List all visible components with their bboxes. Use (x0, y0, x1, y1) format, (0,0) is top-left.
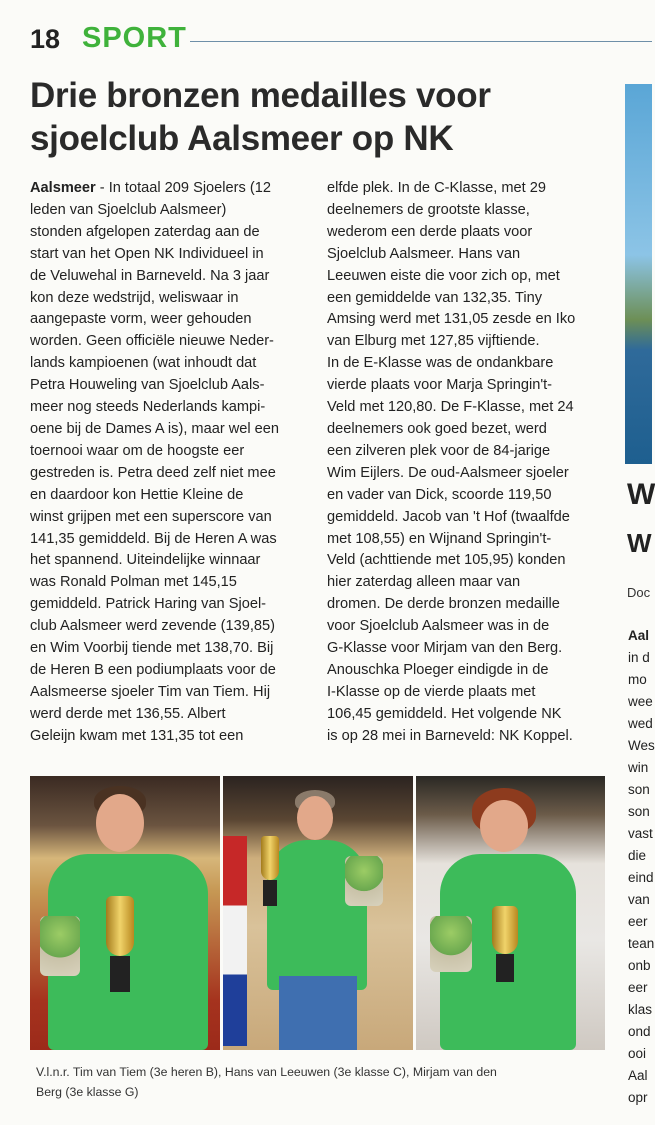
adjacent-line: eind (628, 870, 654, 885)
adjacent-line: wee (628, 694, 653, 709)
column-line: I-Klasse op de vierde plaats met (327, 683, 536, 700)
column-line: 141,35 gemiddeld. Bij de Heren A was (30, 530, 277, 547)
article-headline (30, 74, 610, 160)
column-line: de Veluwehal in Barneveld. Na 3 jaar (30, 267, 270, 284)
adjacent-byline: Doc (627, 585, 651, 600)
headline-line-2: sjoelclub Aalsmeer op NK (30, 119, 454, 158)
person-head (96, 794, 144, 852)
column-line: van Elburg met 127,85 vijftiende. (327, 333, 540, 350)
adjacent-line: son (628, 804, 650, 819)
column-line: werd derde met 136,55. Albert (30, 705, 226, 722)
adjacent-article-cropped (625, 0, 655, 1125)
adjacent-line: eer (628, 980, 648, 995)
adjacent-line: Wes (628, 738, 655, 753)
column-line: voor Sjoelclub Aalsmeer was in de (327, 618, 550, 635)
adjacent-title-1: W (627, 478, 655, 511)
column-line: en daardoor kon Hettie Kleine de (30, 486, 244, 503)
adjacent-line: vast (628, 826, 653, 841)
adjacent-line: wed (628, 716, 653, 731)
dutch-flag (223, 836, 247, 1046)
caption-line-1: V.l.n.r. Tim van Tiem (3e heren B), Hans van Leeuwen (3e klasse C), Mirjam van den (36, 1065, 497, 1079)
adjacent-line: klas (628, 1002, 653, 1017)
column-line: Aalsmeer - In totaal 209 Sjoelers (12 (30, 180, 271, 196)
adjacent-line: tean (628, 936, 655, 951)
caption-line-2: Berg (3e klasse G) (36, 1085, 139, 1099)
person-head (480, 800, 528, 852)
column-line: wederom een derde plaats voor (327, 223, 533, 240)
trophy (261, 836, 279, 880)
trophy (492, 906, 518, 954)
adjacent-line: mo (628, 672, 647, 687)
person-head (297, 796, 333, 840)
page-number: 18 (30, 24, 61, 54)
column-line: leden van Sjoelclub Aalsmeer) (30, 201, 227, 218)
column-line: Geleijn kwam met 131,35 tot een (30, 727, 244, 744)
column-line: deelnemers ook goed bezet, werd (327, 420, 547, 437)
trophy (106, 896, 134, 956)
headline-line-1: Drie bronzen medailles voor (30, 76, 491, 115)
article-column-2 (327, 178, 605, 748)
adjacent-line: ond (628, 1024, 651, 1039)
column-line: een gemiddelde van 132,35. Tiny (327, 289, 543, 306)
column-line: lands kampioenen (wat inhoudt dat (30, 355, 257, 372)
adjacent-line: eer (628, 914, 648, 929)
column-line: hier zaterdag alleen maar van (327, 574, 521, 591)
column-line: gemiddeld. Patrick Haring van Sjoel- (30, 596, 267, 613)
column-line: aangepaste vorm, weer gehouden (30, 311, 252, 328)
adjacent-line: Aal (628, 628, 650, 643)
column-line: meer nog steeds Nederlands kampi- (30, 399, 266, 416)
column-line: Petra Houweling van Sjoelclub Aals- (30, 377, 265, 394)
column-line: deelnemers de grootste klasse, (327, 201, 530, 218)
trophy-base (110, 956, 130, 992)
column-line: gestreden is. Petra deed zelf niet mee (30, 464, 276, 481)
column-line: Sjoelclub Aalsmeer. Hans van (327, 245, 521, 262)
article-lead: Aalsmeer (30, 180, 96, 196)
photo-tim-van-tiem (30, 776, 220, 1050)
section-title: SPORT (82, 22, 187, 54)
adjacent-title-2: W (627, 528, 652, 558)
column-line: Aalsmeerse sjoeler Tim van Tiem. Hij (30, 683, 271, 700)
adjacent-line: win (628, 760, 649, 775)
column-line: worden. Geen officiële nieuwe Neder- (30, 333, 274, 350)
column-line: 106,45 gemiddeld. Het volgende NK (327, 705, 562, 722)
adjacent-line: van (628, 892, 650, 907)
person-pants (279, 976, 357, 1050)
column-line: G-Klasse voor Mirjam van den Berg. (327, 640, 563, 657)
adjacent-line: die (628, 848, 647, 863)
column-line: Veld (achttiende met 105,95) konden (327, 552, 566, 569)
column-line: club Aalsmeer werd zevende (139,85) (30, 618, 275, 635)
column-line: In de E-Klasse was de ondankbare (327, 355, 554, 372)
photo-strip (30, 776, 605, 1050)
adjacent-line: son (628, 782, 650, 797)
adjacent-line: onb (628, 958, 651, 973)
column-line: is op 28 mei in Barneveld: NK Koppel. (327, 727, 573, 744)
column-line: Wim Eijlers. De oud-Aalsmeer sjoeler (327, 464, 569, 481)
column-line: gemiddeld. Jacob van 't Hof (twaalfde (327, 508, 570, 525)
column-line: elfde plek. In de C-Klasse, met 29 (327, 180, 547, 196)
column-line: Veld met 120,80. De F-Klasse, met 24 (327, 399, 574, 416)
adjacent-line: opr (628, 1090, 648, 1105)
adjacent-line: Aal (628, 1068, 648, 1083)
column-line: vierde plaats voor Marja Springin't- (327, 377, 553, 394)
adjacent-line: ooi (628, 1046, 647, 1061)
column-line: winst grijpen met een superscore van (30, 508, 272, 525)
photo-caption (36, 1062, 591, 1102)
plant-pot (430, 916, 472, 972)
photo-hans-van-leeuwen (223, 776, 413, 1050)
column-line: oene bij de Dames A is), maar wel een (30, 420, 280, 437)
column-line: toernooi waar om de hoogste eer (30, 442, 245, 459)
photo-mirjam-van-den-berg (416, 776, 605, 1050)
column-line: en vader van Dick, scoorde 119,50 (327, 486, 552, 503)
column-line: een zilveren plek voor de 84-jarige (327, 442, 551, 459)
column-line: was Ronald Polman met 145,15 (30, 574, 237, 591)
column-line: kon deze wedstrijd, weliswaar in (30, 289, 239, 306)
column-line: Amsing werd met 131,05 zesde en Iko (327, 311, 576, 328)
plant-pot (40, 916, 80, 976)
adjacent-line: in d (628, 650, 650, 665)
column-line: en Wim Voorbij tiende met 138,70. Bij (30, 640, 274, 657)
trophy-base (263, 880, 277, 906)
adjacent-photo (625, 84, 652, 464)
column-line: de Heren B een podiumplaats voor de (30, 661, 276, 678)
article-column-1 (30, 178, 308, 748)
column-line: dromen. De derde bronzen medaille (327, 596, 560, 613)
column-line: het spannend. Uiteindelijke winnaar (30, 552, 261, 569)
trophy-base (496, 954, 514, 982)
column-line: met 108,55) en Wijnand Springin't- (327, 530, 552, 547)
plant-pot (345, 856, 383, 906)
column-line: start van het Open NK Individueel in (30, 245, 264, 262)
column-line: Leeuwen eiste die voor zich op, met (327, 267, 560, 284)
header-rule (190, 41, 652, 42)
column-line: stonden afgelopen zaterdag aan de (30, 223, 260, 240)
column-line: Anouschka Ploeger eindigde in de (327, 661, 549, 678)
page-header (30, 22, 652, 62)
